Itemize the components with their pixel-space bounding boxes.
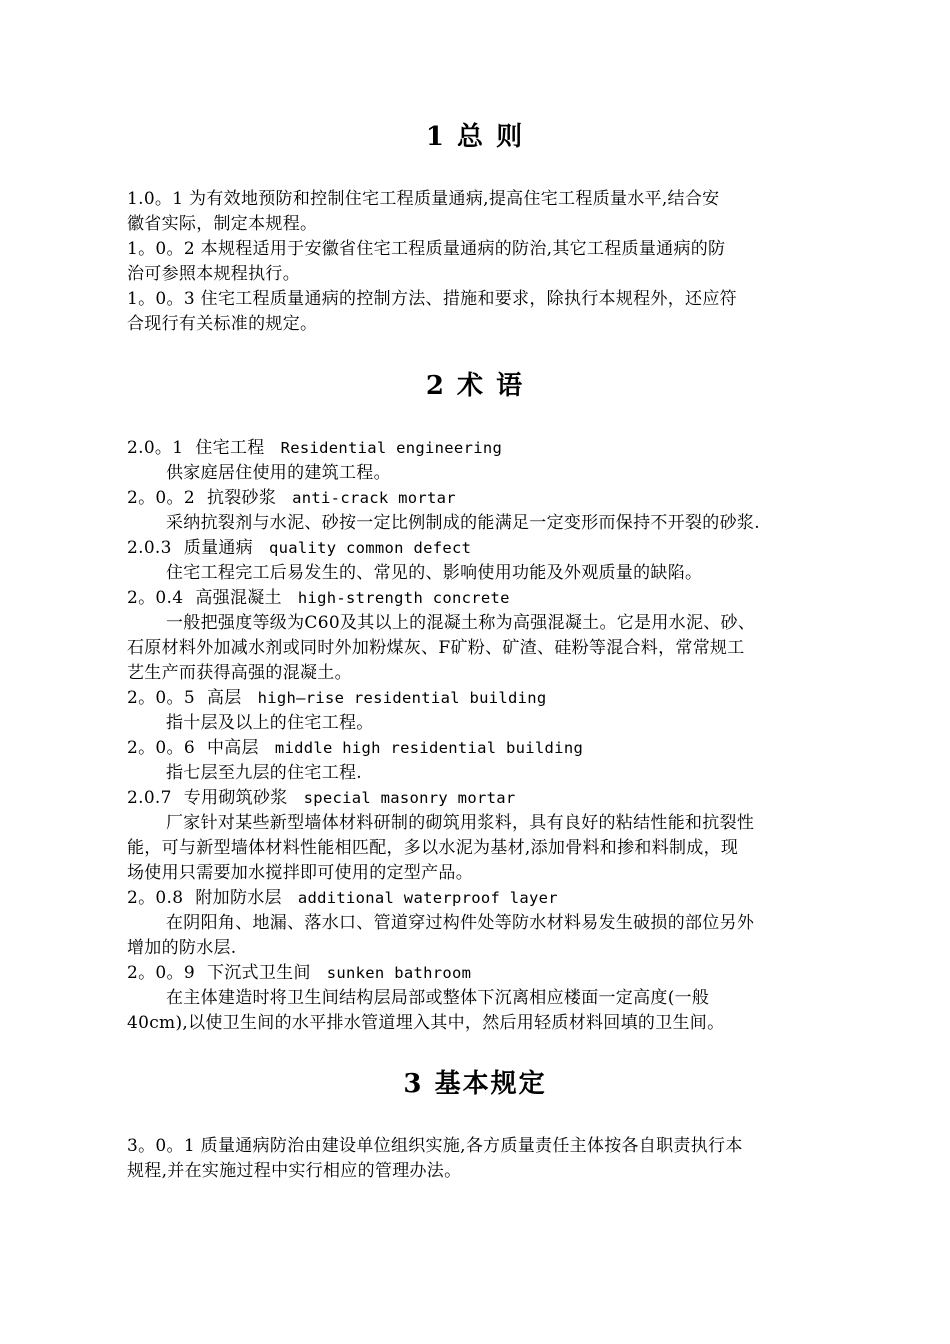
term-definition: 在主体建造时将卫生间结构层局部或整体下沉离相应楼面一定高度(一般 <box>166 988 710 1008</box>
term-definition-continued: 40cm),以使卫生间的水平排水管道埋入其中，然后用轻质材料回填的卫生间。 <box>127 1013 725 1033</box>
term-definition: 指七层至九层的住宅工程. <box>166 763 363 783</box>
term-definition-continued: 石原材料外加减水剂或同时外加粉煤灰、F矿粉、矿渣、硅粉等混合料，常常规工 <box>127 638 745 658</box>
term-number: 2.0.3 <box>127 538 172 558</box>
term-definition-continued: 场使用只需要加水搅拌即可使用的定型产品。 <box>127 863 473 883</box>
term-english: anti-crack mortar <box>292 489 456 507</box>
term-definition: 厂家针对某些新型墙体材料研制的砌筑用浆料，具有良好的粘结性能和抗裂性 <box>166 813 755 833</box>
clause-1-0-3-line-2: 合现行有关标准的规定。 <box>127 314 318 334</box>
term-entry <box>127 687 547 709</box>
term-entry <box>127 587 510 609</box>
term-entry <box>127 737 583 759</box>
term-number: 2.0。1 <box>127 438 184 458</box>
term-chinese: 高层 <box>206 688 242 708</box>
term-english: high—rise residential building <box>257 689 547 707</box>
section-heading-basic-provisions: 3 基本规定 <box>403 1069 547 1099</box>
clause-1-0-1-line-2: 徽省实际，制定本规程。 <box>127 214 318 234</box>
term-definition: 供家庭居住使用的建筑工程。 <box>166 463 391 483</box>
term-chinese: 专用砌筑砂浆 <box>183 788 288 808</box>
term-entry <box>127 437 502 459</box>
term-chinese: 住宅工程 <box>195 438 265 458</box>
clause-1-0-1-line-1: 1.0。1 为有效地预防和控制住宅工程质量通病,提高住宅工程质量水平,结合安 <box>127 189 720 209</box>
term-number: 2。0。6 <box>127 738 195 758</box>
term-english: middle high residential building <box>274 739 584 757</box>
term-number: 2。0。9 <box>127 963 195 983</box>
term-chinese: 抗裂砂浆 <box>206 488 277 508</box>
term-number: 2。0.4 <box>127 588 184 608</box>
term-number: 2。0。2 <box>127 488 195 508</box>
clause-1-0-3-line-1: 1。0。3 住宅工程质量通病的控制方法、措施和要求，除执行本规程外，还应符 <box>127 289 737 309</box>
section-heading-general: 1 总 则 <box>425 122 525 152</box>
term-definition: 一般把强度等级为C60及其以上的混凝土称为高强混凝土。它是用水泥、砂、 <box>166 613 756 633</box>
term-english: sunken bathroom <box>326 964 472 982</box>
term-definition-continued: 能，可与新型墙体材料性能相匹配，多以水泥为基材,添加骨料和掺和料制成，现 <box>127 838 739 858</box>
term-entry <box>127 487 456 509</box>
term-definition-continued: 增加的防水层. <box>127 938 237 958</box>
term-entry <box>127 962 471 984</box>
term-entry <box>127 887 558 909</box>
term-entry <box>127 787 515 809</box>
term-chinese: 中高层 <box>206 738 259 758</box>
term-chinese: 高强混凝土 <box>195 588 282 608</box>
term-definition: 在阴阳角、地漏、落水口、管道穿过构件处等防水材料易发生破损的部位另外 <box>166 913 755 933</box>
term-number: 2。0.8 <box>127 888 184 908</box>
clause-1-0-2-line-2: 治可参照本规程执行。 <box>127 264 300 284</box>
clause-3-0-1-line-2: 规程,并在实施过程中实行相应的管理办法。 <box>127 1161 462 1181</box>
section-heading-terms: 2 术 语 <box>425 371 525 401</box>
term-number: 2。0。5 <box>127 688 195 708</box>
term-chinese: 质量通病 <box>183 538 253 558</box>
term-english: quality common defect <box>268 539 472 557</box>
term-entry <box>127 537 471 559</box>
clause-3-0-1-line-1: 3。0。1 质量通病防治由建设单位组织实施,各方质量责任主体按各自职责执行本 <box>127 1136 743 1156</box>
term-english: high-strength concrete <box>297 589 510 607</box>
term-definition: 住宅工程完工后易发生的、常见的、影响使用功能及外观质量的缺陷。 <box>166 563 703 583</box>
term-chinese: 下沉式卫生间 <box>206 963 311 983</box>
term-definition-continued: 艺生产而获得高强的混凝土。 <box>127 663 352 683</box>
clause-1-0-2-line-1: 1。0。2 本规程适用于安徽省住宅工程质量通病的防治,其它工程质量通病的防 <box>127 239 726 259</box>
term-definition: 采纳抗裂剂与水泥、砂按一定比例制成的能满足一定变形而保持不开裂的砂浆. <box>166 513 760 533</box>
term-english: additional waterproof layer <box>297 889 558 907</box>
term-definition: 指十层及以上的住宅工程。 <box>166 713 374 733</box>
term-chinese: 附加防水层 <box>195 888 282 908</box>
term-english: special masonry mortar <box>303 789 516 807</box>
term-number: 2.0.7 <box>127 788 172 808</box>
term-english: Residential engineering <box>280 439 503 457</box>
